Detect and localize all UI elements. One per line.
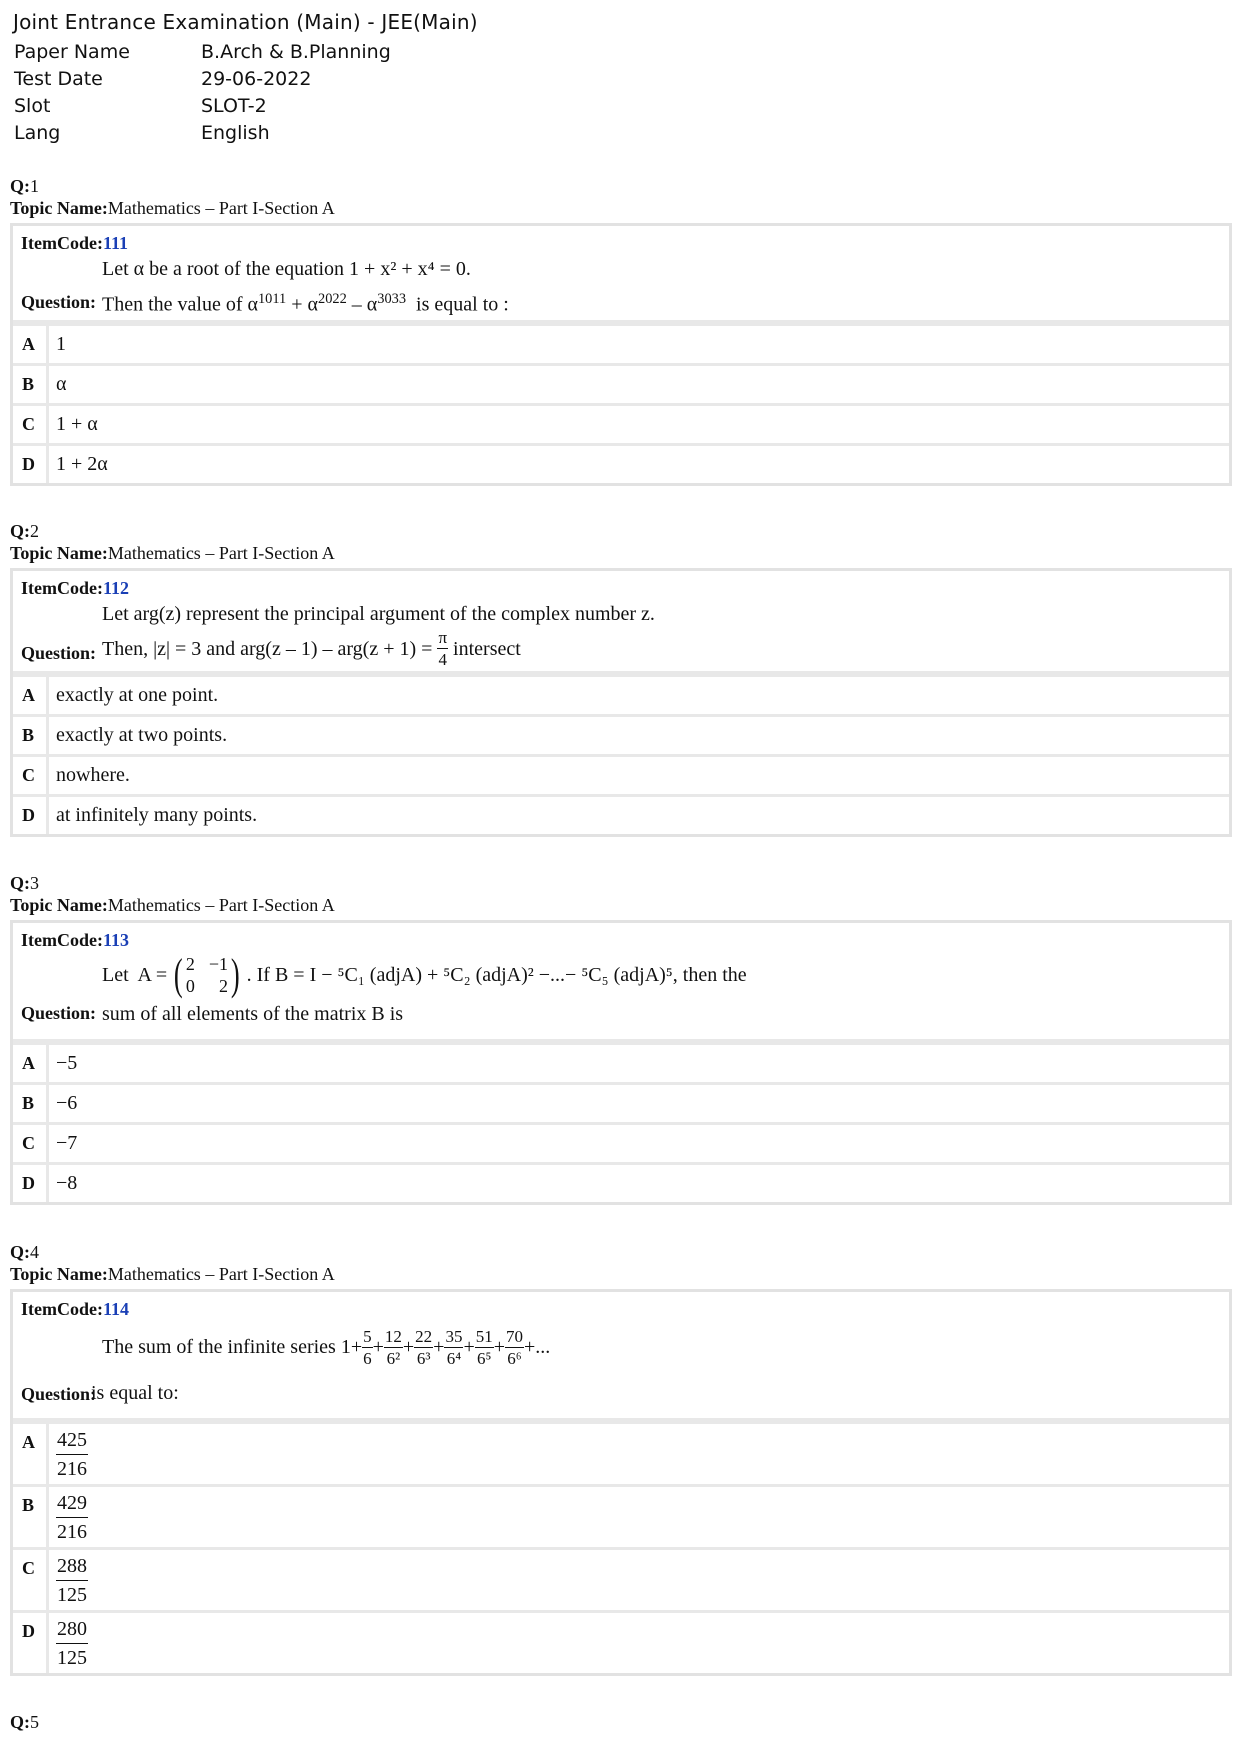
q-text: is equal to : [406,293,509,316]
q-text: intersect [448,637,521,660]
option-a[interactable] [13,323,1229,363]
meta-value: 29-06-2022 [201,68,312,90]
question-label: Question: [21,292,97,312]
question-block-3 [10,872,1232,1205]
fraction-denominator: 4 [438,650,447,669]
option-text [49,1613,88,1673]
q-prefix: Q: [10,873,30,893]
matrix-cell: −1 [208,954,228,974]
topic-name [10,894,1232,916]
plus-sign: + [493,1336,506,1358]
question-head [13,1292,1229,1421]
q-text: Let A = [102,964,168,986]
question-text-line-2 [21,284,1221,320]
item-code [21,232,1221,254]
q-text: . If B = I − ⁵C₁ (adjA) + ⁵C₂ (adjA)² −...− ⁵C₅ (adjA)⁵, then the [246,964,747,986]
question-text-line-2 [21,629,1221,668]
q-text: + α [286,293,318,316]
q-text: Then the value of α [102,293,258,316]
option-letter: D [13,446,49,483]
option-letter: D [13,1165,49,1202]
question-text-line-1 [21,951,1221,999]
fraction-denominator: 6³ [416,1348,431,1368]
option-b[interactable] [13,1082,1229,1122]
option-text: −6 [56,1092,78,1114]
meta-value: English [201,122,270,144]
topic-prefix: Topic Name: [10,895,108,915]
question-table [10,1289,1232,1676]
q-number-value: 5 [30,1712,39,1732]
matrix-grid [186,953,228,997]
meta-label: Test Date [14,68,103,90]
matrix-a [171,950,242,999]
option-text: α [56,373,67,395]
question-number [10,872,1232,894]
option-text [49,1550,88,1610]
question-block-1 [10,175,1232,486]
series-fraction [414,1328,433,1367]
fraction-numerator: 5 [363,1326,372,1346]
q-text: Then, |z| = 3 and arg(z – 1) – arg(z + 1) = [102,637,438,660]
option-d[interactable] [13,1610,1229,1673]
series-fraction [362,1328,373,1367]
item-code [21,929,1221,951]
option-letter: A [13,326,49,363]
itemcode-prefix: ItemCode: [21,1299,103,1319]
fraction-denominator: 216 [57,1457,87,1480]
question-number [10,520,1232,542]
fraction-numerator: 22 [415,1326,433,1346]
option-fraction [56,1556,88,1605]
matrix-cell: 2 [218,976,228,996]
question-label: Question: [21,1384,97,1404]
option-text: −5 [56,1052,78,1074]
option-letter: C [13,406,49,443]
option-fraction [56,1493,88,1542]
fraction-denominator: 125 [57,1583,87,1606]
option-letter: C [13,1550,49,1610]
q-prefix: Q: [10,1242,30,1262]
exponent: 2022 [318,291,347,307]
question-number [10,1241,1232,1263]
q-text: – α [346,293,378,316]
option-text: 1 + α [56,413,98,435]
meta-row-test-date [13,66,478,93]
option-text: 1 [56,333,66,355]
meta-label: Slot [14,95,51,117]
plus-sign: + [402,1336,415,1358]
question-line-2-wrap [21,1378,1221,1408]
exponent: 1011 [257,291,287,307]
series-fraction [505,1328,524,1367]
topic-name [10,542,1232,564]
option-letter: B [13,366,49,403]
topic-prefix: Topic Name: [10,1264,108,1284]
meta-row-paper-name [13,39,478,66]
option-letter: B [13,1085,49,1122]
option-text: −8 [56,1172,78,1194]
question-block-5 [10,1711,1232,1733]
meta-label: Lang [14,122,61,144]
fraction-denominator: 6⁶ [507,1348,522,1368]
fraction-numerator: 429 [56,1493,88,1518]
topic-value: Mathematics – Part I-Section A [107,1264,335,1284]
meta-row-lang [13,120,478,147]
question-line-2-wrap [21,629,1221,668]
option-text: at infinitely many points. [56,804,258,826]
item-code [21,577,1221,599]
question-text-line-2: is equal to: [91,1382,179,1404]
question-table [10,568,1232,837]
meta-row-slot [13,93,478,120]
option-a[interactable] [13,674,1229,714]
itemcode-value: 112 [102,578,129,598]
option-a[interactable] [13,1042,1229,1082]
option-d[interactable] [13,443,1229,483]
option-text: exactly at one point. [56,684,219,706]
itemcode-value: 114 [102,1299,129,1319]
option-letter: D [13,1613,49,1673]
q-text: The sum of the infinite series 1+ [102,1336,363,1358]
itemcode-prefix: ItemCode: [21,578,103,598]
matrix-cell: 2 [185,954,195,974]
fraction-numerator: 35 [445,1326,463,1346]
option-letter: C [13,757,49,794]
topic-value: Mathematics – Part I-Section A [107,543,335,563]
exam-title: Joint Entrance Examination (Main) - JEE(Main) [13,10,478,34]
question-head [13,923,1229,1042]
option-text: nowhere. [56,764,130,786]
itemcode-prefix: ItemCode: [21,930,103,950]
option-letter: A [13,1424,49,1484]
question-label: Question: [21,1003,97,1023]
series-tail: +... [524,1336,551,1358]
question-text-line-1: Let α be a root of the equation 1 + x² + x⁴ = 0. [102,258,471,280]
q-prefix: Q: [10,1712,30,1732]
series-fraction [444,1328,463,1367]
topic-prefix: Topic Name: [10,198,108,218]
option-text [49,1487,88,1547]
question-number [10,175,1232,197]
matrix-cell: 0 [185,976,195,996]
option-b[interactable] [13,714,1229,754]
q-number-value: 4 [30,1242,39,1262]
fraction-denominator: 125 [57,1646,87,1669]
fraction-denominator: 216 [57,1520,87,1543]
question-text-line-1 [21,1320,1221,1374]
fraction-denominator: 6⁵ [477,1348,492,1368]
topic-name [10,1263,1232,1285]
exam-header [13,10,478,147]
option-letter: D [13,797,49,834]
itemcode-value: 113 [102,930,129,950]
topic-name [10,197,1232,219]
plus-sign: + [433,1336,445,1358]
question-text-line-2: sum of all elements of the matrix B is [102,1003,404,1025]
option-c[interactable] [13,754,1229,794]
q-number-value: 2 [30,521,39,541]
option-a[interactable] [13,1421,1229,1484]
fraction [437,629,448,668]
exponent: 3033 [377,291,407,307]
option-letter: B [13,1487,49,1547]
question-label: Question: [21,643,97,663]
option-fraction [56,1619,88,1668]
item-code [21,1298,1221,1320]
question-block-4 [10,1241,1232,1676]
meta-label: Paper Name [14,41,130,63]
fraction-numerator: π [438,628,448,647]
q-number-value: 1 [30,176,39,196]
option-text: exactly at two points. [56,724,228,746]
option-letter: A [13,677,49,714]
fraction-denominator: 6² [386,1348,401,1368]
question-table [10,920,1232,1205]
option-c[interactable] [13,403,1229,443]
topic-value: Mathematics – Part I-Section A [107,895,335,915]
fraction-denominator: 6 [363,1348,372,1368]
q-number-value: 3 [30,873,39,893]
fraction-numerator: 425 [56,1430,88,1455]
meta-value: B.Arch & B.Planning [201,41,391,63]
option-d[interactable] [13,1162,1229,1202]
option-letter: B [13,717,49,754]
option-text: −7 [56,1132,78,1154]
topic-value: Mathematics – Part I-Section A [107,198,335,218]
fraction-numerator: 51 [475,1326,493,1346]
matrix-bracket-right: ) [230,950,240,999]
question-line-2-wrap [21,999,1221,1029]
option-c[interactable] [13,1122,1229,1162]
fraction-numerator: 70 [506,1326,524,1346]
plus-sign: + [463,1336,475,1358]
series-fraction [475,1328,494,1367]
q-prefix: Q: [10,176,30,196]
series-fraction [384,1328,403,1367]
matrix-bracket-left: ( [174,950,183,999]
question-head [13,571,1229,674]
option-b[interactable] [13,363,1229,403]
question-block-2 [10,520,1232,837]
option-d[interactable] [13,794,1229,834]
fraction-numerator: 288 [56,1556,88,1581]
question-head [13,226,1229,323]
option-text [49,1424,88,1484]
fraction-numerator: 12 [384,1326,402,1346]
itemcode-value: 111 [102,233,128,253]
option-fraction [56,1430,88,1479]
question-table [10,223,1232,486]
fraction-denominator: 6⁴ [446,1348,462,1368]
option-b[interactable] [13,1484,1229,1547]
topic-prefix: Topic Name: [10,543,108,563]
option-letter: C [13,1125,49,1162]
plus-sign: + [372,1336,384,1358]
option-c[interactable] [13,1547,1229,1610]
question-line-2-wrap [21,284,1221,320]
option-text: 1 + 2α [56,453,108,475]
option-letter: A [13,1045,49,1082]
question-text-line-1: Let arg(z) represent the principal argument of the complex number z. [102,603,655,625]
question-number [10,1711,1232,1733]
fraction-numerator: 280 [56,1619,88,1644]
itemcode-prefix: ItemCode: [21,233,103,253]
q-prefix: Q: [10,521,30,541]
meta-value: SLOT-2 [201,95,267,117]
